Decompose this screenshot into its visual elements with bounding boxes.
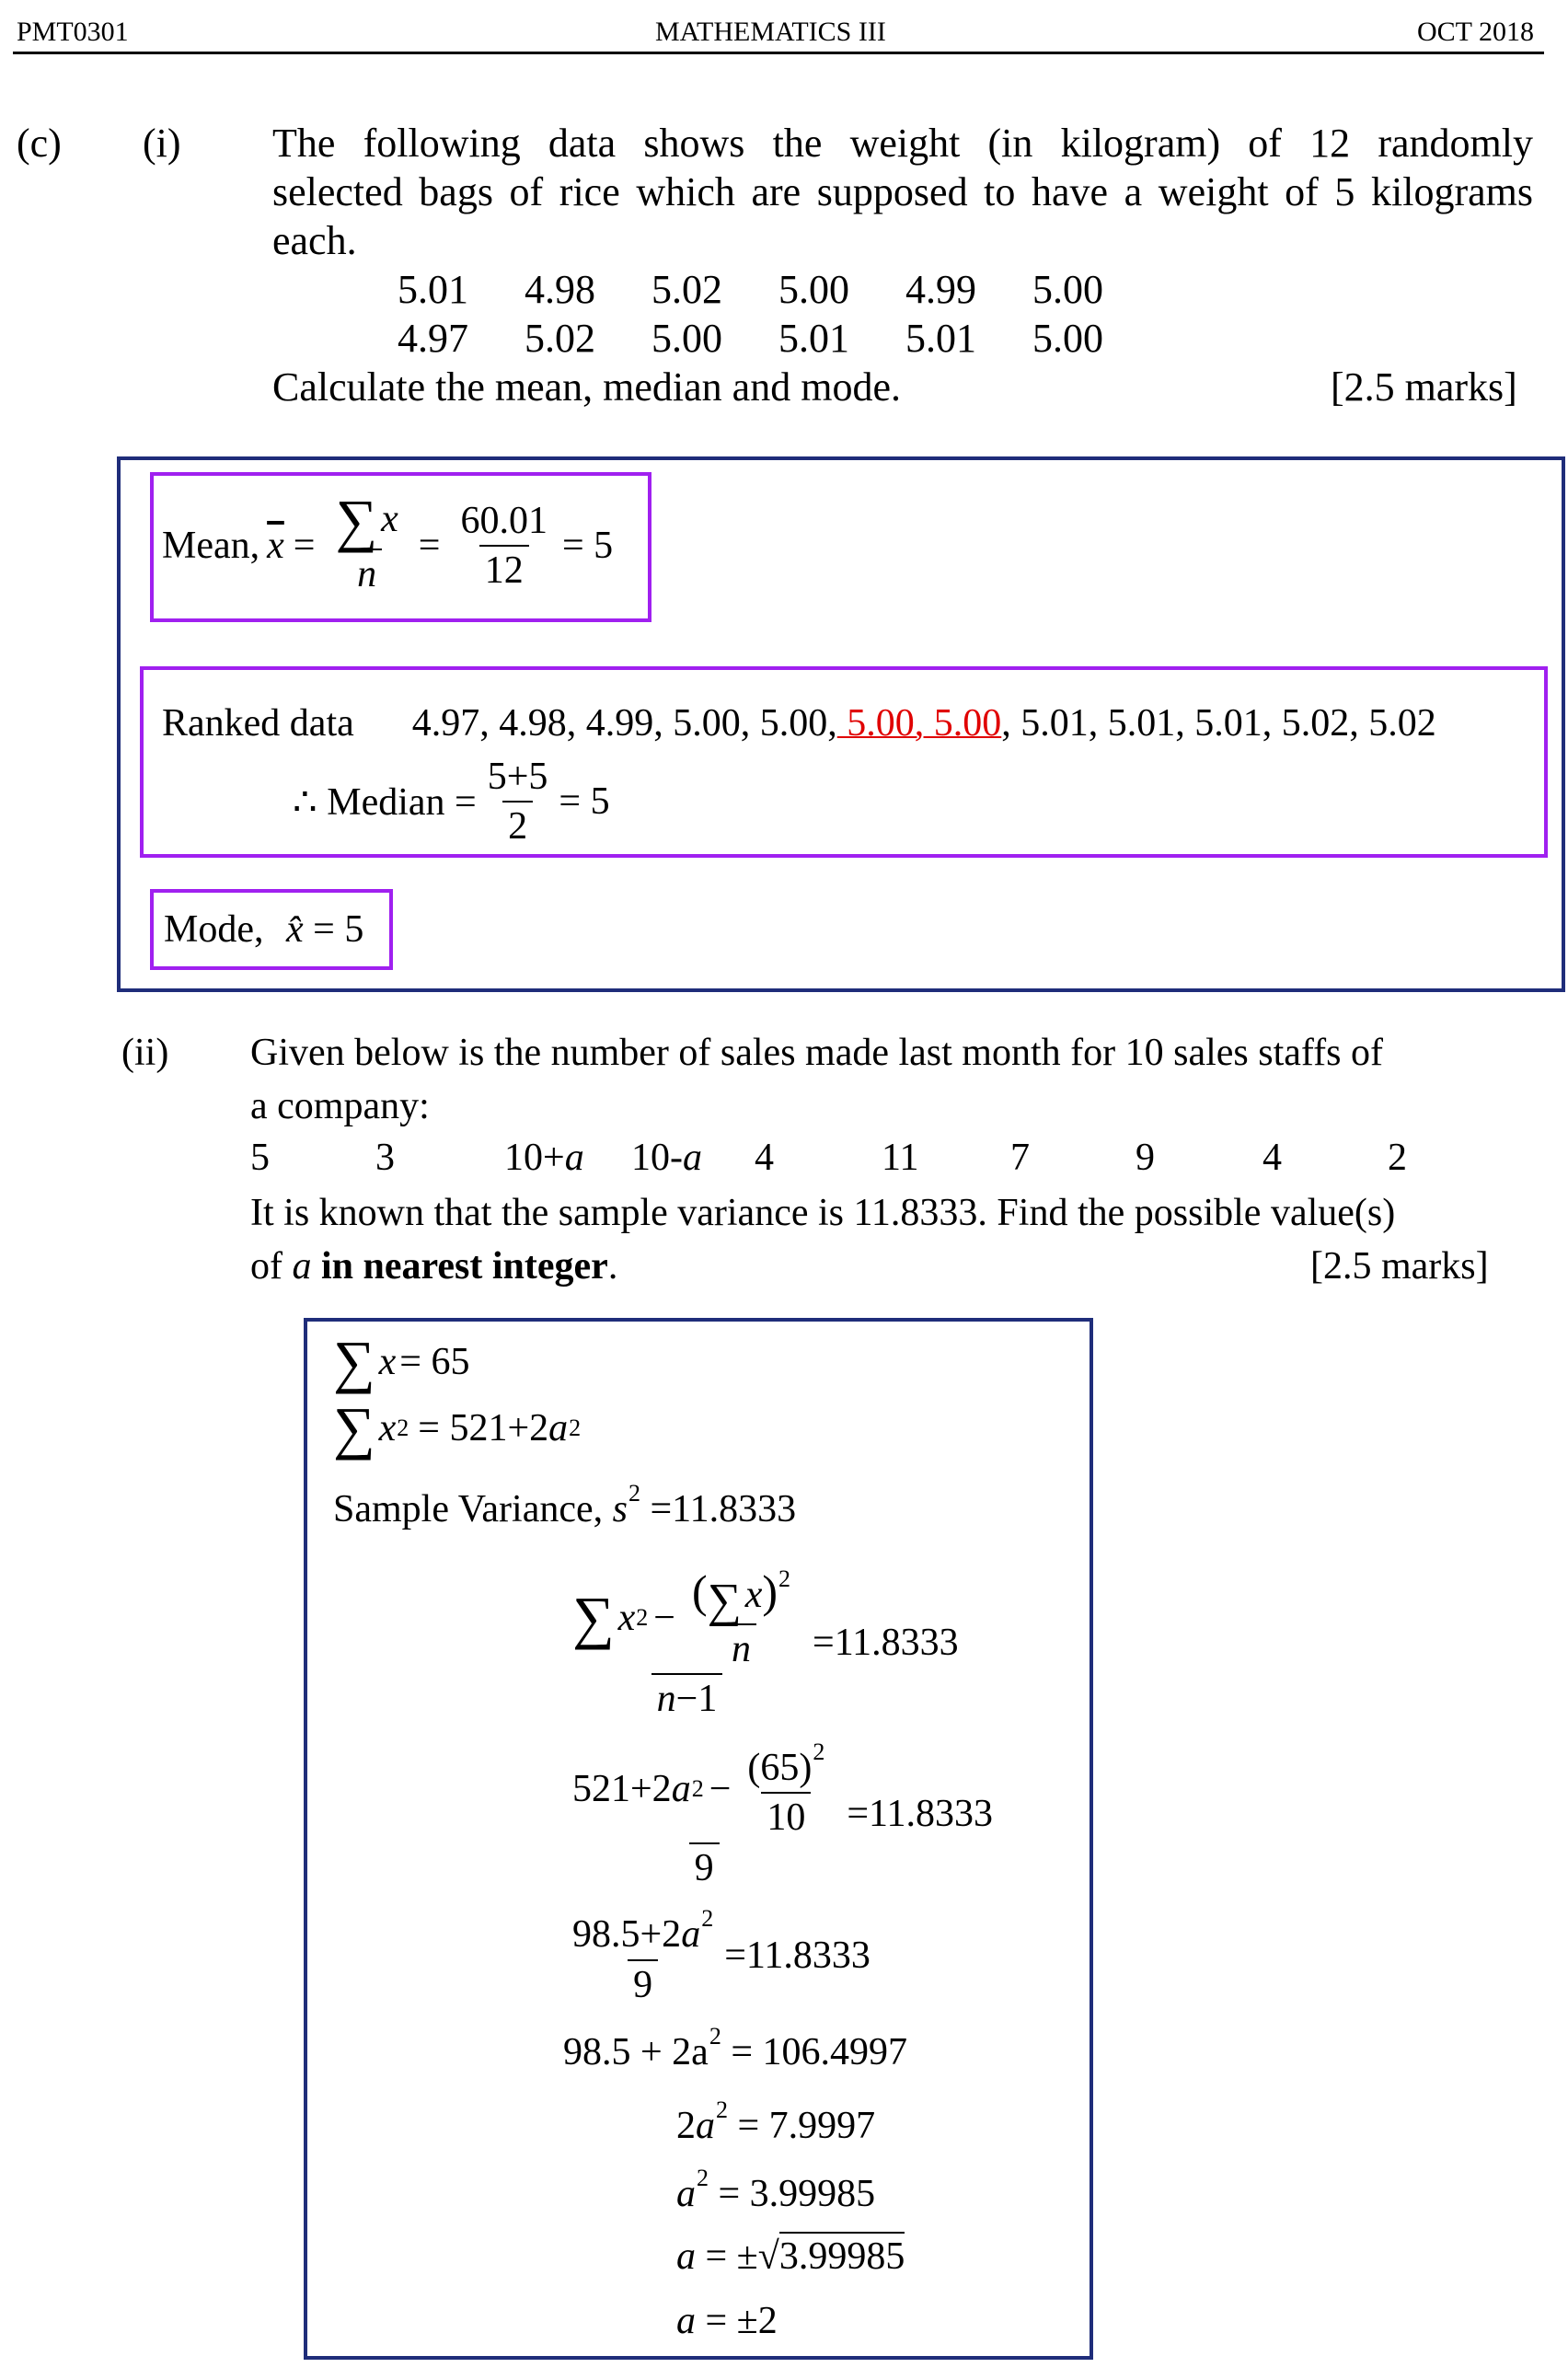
mean-formula: Mean, $\overline{x}$ = $\frac{\sum x}{n}$ = $\frac{60.01}{12}$ = 5 <box>162 488 614 595</box>
part-label: (c) <box>17 121 62 166</box>
sales-value: 10+a <box>504 1137 584 1179</box>
data-value: 5.00 <box>1032 316 1103 361</box>
sales-value: 9 <box>1136 1137 1155 1179</box>
header-rule <box>13 52 1544 54</box>
x-bar-symbol: $\overline{x}$ <box>267 525 284 567</box>
question-ii-marks: [2.5 marks] <box>1310 1245 1489 1288</box>
subpart-i-label: (i) <box>143 121 181 166</box>
ranked-values-after: , 5.01, 5.01, 5.01, 5.02, 5.02 <box>1001 702 1436 745</box>
mean-result: = 5 <box>561 525 614 567</box>
sales-value: 4 <box>1262 1137 1282 1179</box>
sum-x2-line: ∑ x 2 = 521+2 a 2 <box>333 1395 582 1461</box>
data-value: 5.01 <box>905 316 976 361</box>
variance-step-2: 521+2 a 2 − $\frac{(65)^2}{10}$ 9 =11.8333 <box>561 1727 993 1901</box>
median-numerator: 5+5 <box>487 755 548 798</box>
sigma-icon: ∑ <box>333 1395 375 1461</box>
data-value: 5.01 <box>778 316 849 361</box>
mean-denominator: 12 <box>479 545 529 591</box>
variance-step-3: $\frac{98.5+2a^2}{9}$ =11.8333 <box>561 1896 870 2015</box>
variance-step-7: a = ±√3.99985 <box>676 2235 905 2279</box>
data-value: 4.99 <box>905 267 976 312</box>
median-label: ∴ Median = <box>293 781 477 824</box>
data-row-2 <box>398 315 1159 362</box>
mode-label: Mode, <box>164 908 264 951</box>
question-i-instruction: Calculate the mean, median and mode. <box>272 364 901 410</box>
data-row-1 <box>398 266 1159 313</box>
inner-fraction: $\frac{(\sum x)^2}{n}$ <box>691 1565 791 1671</box>
sales-value: 4 <box>755 1137 774 1179</box>
final-answer: a = ±2 <box>676 2300 778 2342</box>
sample-variance-line: Sample Variance, $s^2 =11.8333$ <box>333 1480 797 1530</box>
sigma-icon: ∑ <box>572 1585 615 1651</box>
square-root-icon: √ <box>757 2235 779 2278</box>
median-fraction <box>482 756 554 847</box>
data-value: 5.02 <box>651 267 722 312</box>
sales-value: 10-a <box>631 1137 702 1179</box>
mean-numerator: 60.01 <box>460 499 548 542</box>
data-value: 5.00 <box>651 316 722 361</box>
header-title: MATHEMATICS III <box>655 17 886 47</box>
step3-fraction: $\frac{98.5+2a^2}{9}$ <box>572 1905 714 2006</box>
sum-x-line: ∑ x = 65 <box>333 1329 470 1395</box>
sigma-icon: ∑ <box>335 488 378 554</box>
question-ii-line4: of a in nearest integer. <box>250 1245 618 1288</box>
step2-inner-fraction: $\frac{(65)^2}{10}$ <box>747 1738 825 1840</box>
median-formula <box>293 751 610 852</box>
sales-values-row <box>250 1136 1539 1182</box>
subpart-ii-label: (ii) <box>121 1032 169 1074</box>
median-result: = 5 <box>559 780 610 823</box>
mean-fraction: $\frac{\sum x}{n}$ <box>335 488 398 595</box>
header-code: PMT0301 <box>17 17 129 47</box>
mode-formula <box>164 907 363 952</box>
mean-value-fraction <box>455 501 553 591</box>
variance-step-6: $a^2 = 3.99985$ <box>676 2165 876 2215</box>
x-hat-symbol: x̂ <box>286 908 304 951</box>
header-date: OCT 2018 <box>1417 17 1534 47</box>
sales-value: 5 <box>250 1137 270 1179</box>
ranked-values-before: 4.97, 4.98, 4.99, 5.00, 5.00, <box>411 702 837 745</box>
data-value: 4.98 <box>525 267 595 312</box>
data-value: 5.00 <box>778 267 849 312</box>
variance-step-5: $2a^2 = 7.9997$ <box>676 2096 876 2147</box>
mode-result: = 5 <box>313 908 364 951</box>
question-i-text-line1: The following data shows the weight (in kilogram) of 12 randomly <box>272 121 1533 166</box>
variance-step-4: $98.5 + 2a^2 = 106.4997$ <box>563 2023 908 2073</box>
sales-value: 3 <box>375 1137 395 1179</box>
sigma-icon: ∑ <box>333 1329 375 1395</box>
median-denominator: 2 <box>502 801 533 847</box>
sales-value: 7 <box>1010 1137 1030 1179</box>
data-value: 5.02 <box>525 316 595 361</box>
sigma-icon: ∑ <box>707 1574 742 1627</box>
ranked-values-median: 5.00, 5.00 <box>836 702 1002 745</box>
question-i-marks: [2.5 marks] <box>1331 364 1517 410</box>
data-value: 5.00 <box>1032 267 1103 312</box>
ranked-label: Ranked data <box>162 702 354 745</box>
step2-fraction: 521+2 a 2 − $\frac{(65)^2}{10}$ 9 <box>567 1739 841 1888</box>
sales-value: 2 <box>1388 1137 1407 1179</box>
question-i-text-line2: selected bags of rice which are supposed to have a weight of 5 kilograms <box>272 169 1533 214</box>
variance-formula: ∑ x 2 − $\frac{(\sum x)^2}{n}$ n−1 =11.8333 <box>561 1555 959 1730</box>
question-ii-line3: It is known that the sample variance is 11.8333. Find the possible value(s) <box>250 1192 1396 1234</box>
mean-label: Mean, <box>162 525 260 567</box>
variance-fraction: ∑ x 2 − $\frac{(\sum x)^2}{n}$ n−1 <box>567 1566 807 1720</box>
question-ii-line2: a company: <box>250 1085 430 1127</box>
data-value: 5.01 <box>398 267 468 312</box>
question-i-text-line3: each. <box>272 218 357 263</box>
ranked-data-line <box>162 701 1436 745</box>
question-ii-line1: Given below is the number of sales made last month for 10 sales staffs of <box>250 1032 1383 1074</box>
data-value: 4.97 <box>398 316 468 361</box>
sales-value: 11 <box>882 1137 919 1179</box>
